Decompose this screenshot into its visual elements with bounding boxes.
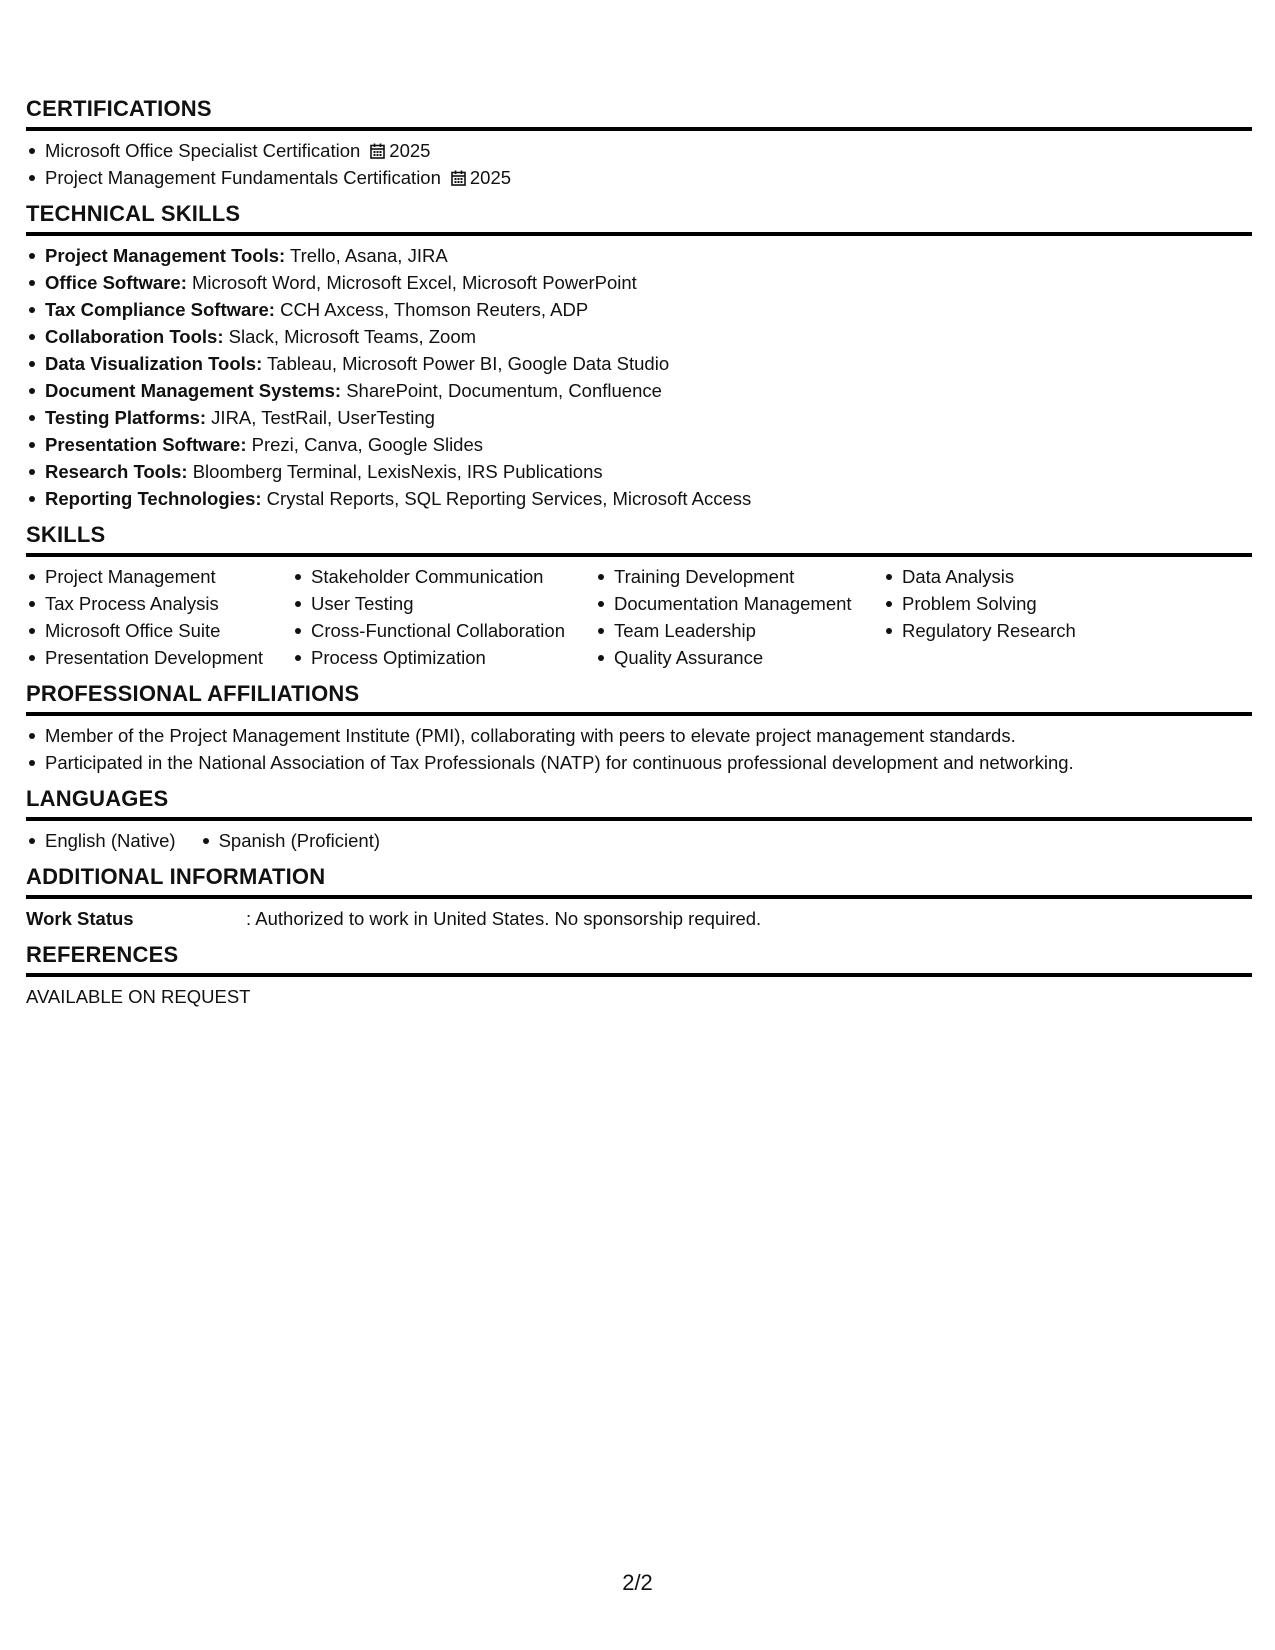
list-item xyxy=(26,485,1252,512)
resume-page xyxy=(26,96,1252,1020)
skill-category: Data Visualization Tools: xyxy=(45,353,263,374)
list-item xyxy=(26,269,1252,296)
section-title: ADDITIONAL INFORMATION xyxy=(26,864,1252,899)
list-item xyxy=(26,242,1252,269)
list-item: Documentation Management xyxy=(595,590,883,617)
section-title: SKILLS xyxy=(26,522,1252,557)
list-item: Cross-Functional Collaboration xyxy=(292,617,595,644)
certification-name: Project Management Fundamentals Certification xyxy=(45,167,441,188)
certification-year: 2025 xyxy=(469,167,512,188)
list-item xyxy=(26,296,1252,323)
list-item: Spanish (Proficient) xyxy=(200,827,380,854)
page-number: 2/2 xyxy=(622,1570,653,1595)
section-title: PROFESSIONAL AFFILIATIONS xyxy=(26,681,1252,716)
list-item: Regulatory Research xyxy=(883,617,1183,644)
skills-column xyxy=(26,563,292,671)
skill-category: Presentation Software: xyxy=(45,434,247,455)
list-item xyxy=(26,431,1252,458)
list-item: Presentation Development xyxy=(26,644,292,671)
list-item xyxy=(26,137,1252,164)
skill-category: Document Management Systems: xyxy=(45,380,342,401)
skills-section xyxy=(26,522,1252,671)
section-title: LANGUAGES xyxy=(26,786,1252,821)
section-title: TECHNICAL SKILLS xyxy=(26,201,1252,236)
skill-values: Trello, Asana, JIRA xyxy=(285,245,448,266)
list-item: Data Analysis xyxy=(883,563,1183,590)
skill-category: Testing Platforms: xyxy=(45,407,207,428)
section-title: CERTIFICATIONS xyxy=(26,96,1252,131)
list-item: Microsoft Office Suite xyxy=(26,617,292,644)
skill-values: Microsoft Word, Microsoft Excel, Microsoft PowerPoint xyxy=(186,272,637,293)
skills-column xyxy=(595,563,883,671)
certifications-section xyxy=(26,96,1252,191)
references-section xyxy=(26,942,1252,1010)
skill-category: Reporting Technologies: xyxy=(45,488,262,509)
affiliations-section xyxy=(26,681,1252,776)
skill-values: JIRA, TestRail, UserTesting xyxy=(206,407,435,428)
technical-skills-list xyxy=(26,242,1252,512)
languages-section xyxy=(26,786,1252,854)
list-item xyxy=(26,323,1252,350)
list-item: Team Leadership xyxy=(595,617,883,644)
list-item xyxy=(26,458,1252,485)
skill-category: Tax Compliance Software: xyxy=(45,299,275,320)
technical-skills-section xyxy=(26,201,1252,512)
list-item: English (Native) xyxy=(26,827,176,854)
list-item xyxy=(26,404,1252,431)
list-item: Quality Assurance xyxy=(595,644,883,671)
languages-list xyxy=(26,827,1252,854)
additional-info-section xyxy=(26,864,1252,932)
section-title: REFERENCES xyxy=(26,942,1252,977)
references-text: AVAILABLE ON REQUEST xyxy=(26,986,251,1007)
skill-values: Bloomberg Terminal, LexisNexis, IRS Publications xyxy=(187,461,603,482)
list-item: Process Optimization xyxy=(292,644,595,671)
list-item: Member of the Project Management Institute (PMI), collaborating with peers to elevate project management standards. xyxy=(26,722,1252,749)
certification-name: Microsoft Office Specialist Certification xyxy=(45,140,361,161)
list-item xyxy=(26,377,1252,404)
info-label: Work Status xyxy=(26,908,134,929)
list-item: User Testing xyxy=(292,590,595,617)
list-item xyxy=(26,164,1252,191)
list-item: Participated in the National Association of Tax Professionals (NATP) for continuous professional development and networking. xyxy=(26,749,1252,776)
list-item: Stakeholder Communication xyxy=(292,563,595,590)
calendar-icon xyxy=(451,170,466,186)
skill-values: Crystal Reports, SQL Reporting Services, Microsoft Access xyxy=(261,488,752,509)
skill-values: Prezi, Canva, Google Slides xyxy=(246,434,484,455)
skill-values: Slack, Microsoft Teams, Zoom xyxy=(223,326,477,347)
skill-values: SharePoint, Documentum, Confluence xyxy=(341,380,662,401)
skills-grid xyxy=(26,563,1252,671)
skills-column xyxy=(292,563,595,671)
skill-values: Tableau, Microsoft Power BI, Google Data Studio xyxy=(262,353,670,374)
list-item: Problem Solving xyxy=(883,590,1183,617)
skill-values: CCH Axcess, Thomson Reuters, ADP xyxy=(274,299,589,320)
list-item xyxy=(26,350,1252,377)
list-item: Training Development xyxy=(595,563,883,590)
calendar-icon xyxy=(370,143,385,159)
info-value: : Authorized to work in United States. No sponsorship required. xyxy=(246,908,762,929)
info-row xyxy=(26,905,1252,932)
skill-category: Research Tools: xyxy=(45,461,188,482)
skill-category: Collaboration Tools: xyxy=(45,326,224,347)
skills-column xyxy=(883,563,1183,671)
affiliations-list xyxy=(26,722,1252,776)
list-item: Project Management xyxy=(26,563,292,590)
skill-category: Office Software: xyxy=(45,272,187,293)
skill-category: Project Management Tools: xyxy=(45,245,286,266)
certifications-list xyxy=(26,137,1252,191)
list-item: Tax Process Analysis xyxy=(26,590,292,617)
certification-year: 2025 xyxy=(389,140,431,161)
